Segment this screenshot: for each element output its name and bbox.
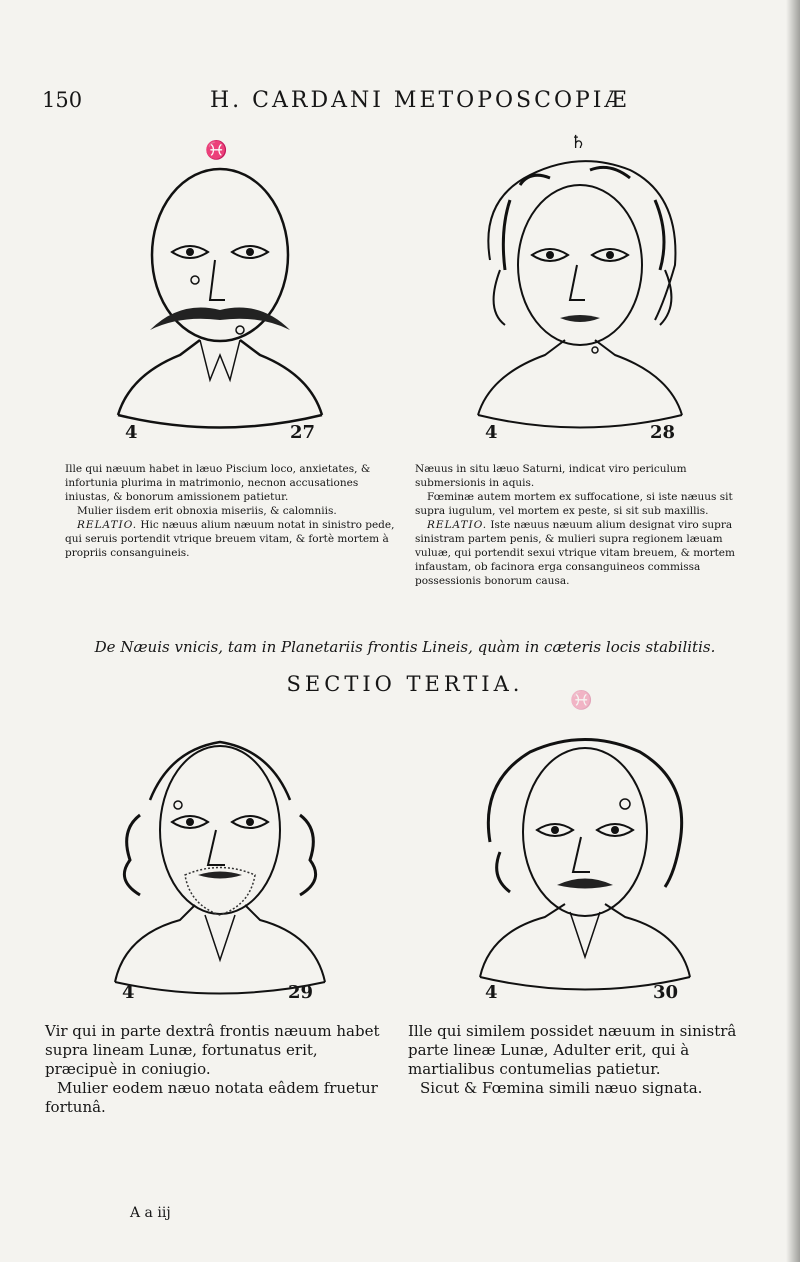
text-block-fig28: [415, 462, 755, 588]
signature-mark: A a iij: [130, 1205, 171, 1221]
figure-left-number: 4: [122, 982, 135, 1003]
figure-left-number: 4: [485, 422, 498, 443]
text-block-fig30: [408, 1022, 758, 1098]
saturn-symbol: ♄: [570, 132, 587, 153]
man-with-mustache-portrait: [475, 712, 705, 1002]
face-figure-27: [110, 140, 340, 450]
figure-number: 30: [653, 982, 679, 1003]
text-block-fig29: [45, 1022, 390, 1117]
bald-man-portrait: [110, 140, 340, 440]
paragraph: Næuus in situ læuo Saturni, indicat viro periculum submersionis in aquis.: [415, 463, 687, 489]
section-title: SECTIO TERTIA.: [286, 672, 524, 696]
page-number: 150: [42, 88, 83, 112]
figure-left-number: 4: [485, 982, 498, 1003]
running-title: H. CARDANI METOPOSCOPIÆ: [210, 88, 630, 113]
curly-haired-woman-portrait: [470, 140, 700, 440]
relatio-label: RELATIO.: [77, 519, 138, 531]
text-block-fig27: [65, 462, 400, 560]
pisces-symbol: ♓: [205, 140, 228, 161]
paragraph: Vir qui in parte dextrâ frontis næuum habet supra lineam Lunæ, fortunatus erit, præcipuè in coniugio.: [45, 1022, 380, 1078]
paragraph: Hic næuus alium næuum notat in sinistro pede, qui seruis portendit vtrique breuem vitam, & fortè mortem à propriis consanguineis.: [65, 519, 395, 559]
bearded-man-portrait: [110, 720, 340, 1010]
page-edge-shadow: [786, 0, 800, 1262]
paragraph: Iste næuus næuum alium designat viro supra sinistram partem penis, & mulieri supra regionem læuam vuluæ, qui portendit sexui vtrique vitam breuem, & mortem infaustam, ob facinora erga consanguineos commissa possessionis bonorum causa.: [415, 519, 735, 587]
pisces-symbol: ♓: [570, 690, 593, 711]
face-figure-28: [470, 132, 700, 450]
relatio-label: RELATIO.: [427, 519, 488, 531]
figure-number: 28: [650, 422, 676, 443]
figure-number: 27: [290, 422, 316, 443]
paragraph: Ille qui næuum habet in læuo Piscium loco, anxietates, & infortunia plurima in matrimonio, necnon accusationes iniustas, & bonorum amissionem patietur.: [65, 463, 371, 503]
section-subtitle: De Næuis vnicis, tam in Planetariis frontis Lineis, quàm in cæteris locis stabilitis.: [94, 638, 716, 656]
figure-left-number: 4: [125, 422, 138, 443]
paragraph: Mulier iisdem erit obnoxia miseriis, & calomniis.: [77, 505, 337, 517]
paragraph: Mulier eodem næuo notata eâdem fruetur fortunâ.: [45, 1079, 378, 1116]
paragraph: Fœminæ autem mortem ex suffocatione, si iste næuus sit supra iugulum, vel mortem ex peste, si sit sub maxillis.: [415, 491, 733, 517]
face-figure-29: [110, 720, 340, 1020]
paragraph: Sicut & Fœmina simili næuo signata.: [420, 1079, 703, 1097]
running-header: [40, 86, 740, 116]
figure-number: 29: [288, 982, 314, 1003]
face-figure-30: [475, 690, 705, 1020]
paragraph: Ille qui similem possidet næuum in sinistrâ parte lineæ Lunæ, Adulter erit, qui à martialibus contumelias patietur.: [408, 1022, 737, 1078]
